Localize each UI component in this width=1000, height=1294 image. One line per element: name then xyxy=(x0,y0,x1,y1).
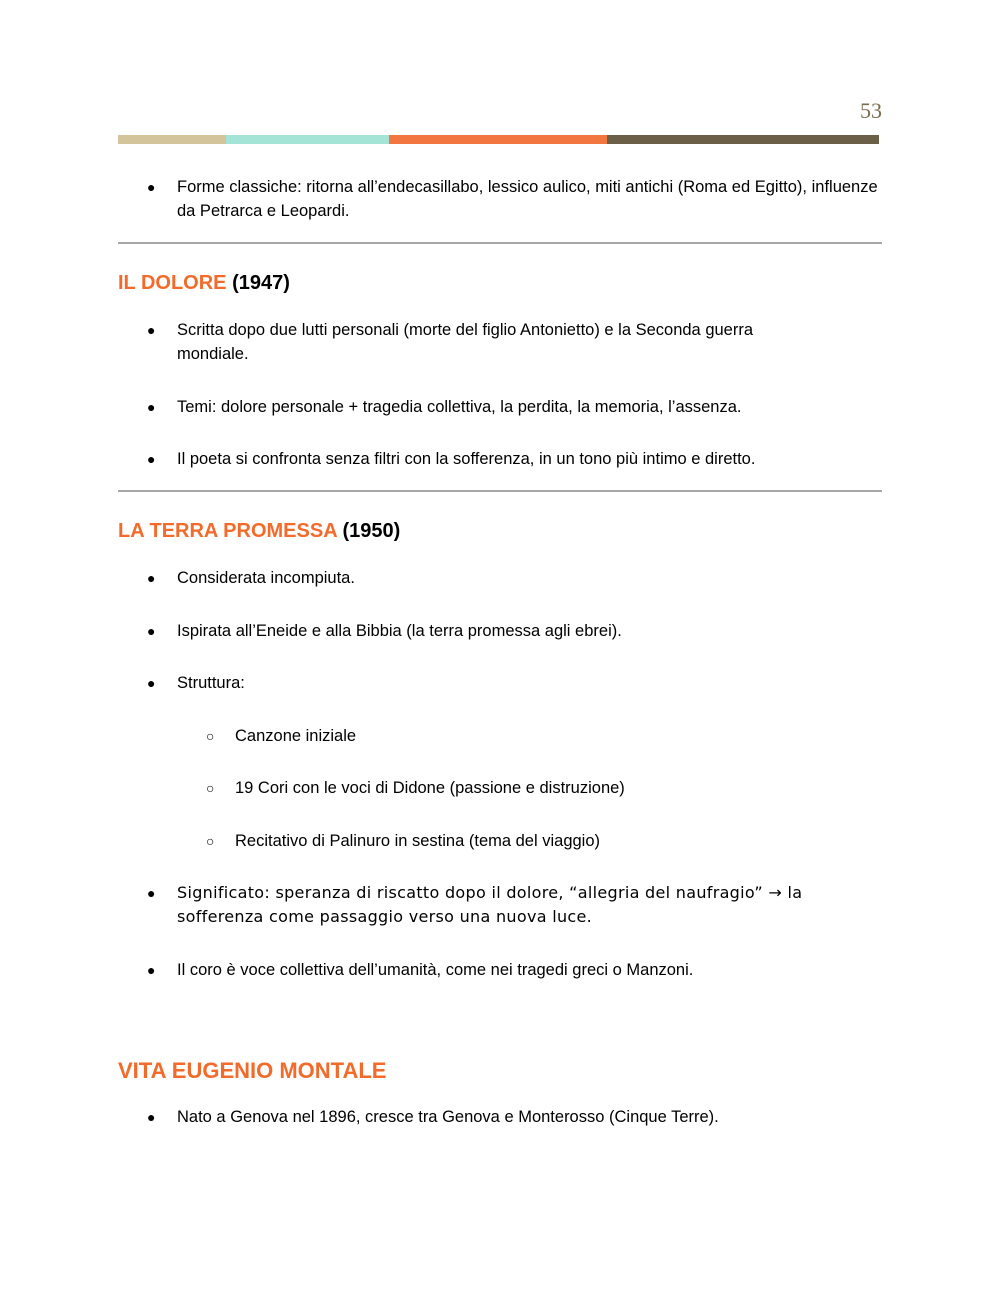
sub-list-item: ○ Recitativo di Palinuro in sestina (tema del viaggio) xyxy=(206,829,886,853)
band-segment-brown xyxy=(607,135,879,144)
section-heading-vita-eugenio-montale: VITA EUGENIO MONTALE xyxy=(118,1058,387,1083)
page-number: 53 xyxy=(860,98,882,123)
bullet-icon: ● xyxy=(147,675,156,691)
list-item: ● Considerata incompiuta. xyxy=(147,566,887,590)
bullet-icon: ● xyxy=(147,399,156,415)
list-item: ● Il poeta si confronta senza filtri con la sofferenza, in un tono più intimo e diretto. xyxy=(147,447,887,471)
bullet-icon: ● xyxy=(147,962,156,978)
sub-list-item: ○ Canzone iniziale xyxy=(206,724,886,748)
bullet-icon: ● xyxy=(147,322,156,338)
list-item: ● Forme classiche: ritorna all’endecasillabo, lessico aulico, miti antichi (Roma ed Egitto), influenze da Petrarca e Leopardi. xyxy=(147,175,887,223)
header-color-band xyxy=(118,135,879,144)
list-item: ● Struttura: xyxy=(147,671,887,695)
bullet-icon: ● xyxy=(147,570,156,586)
bullet-icon: ● xyxy=(147,451,156,467)
section-divider xyxy=(118,490,882,492)
bullet-icon: ● xyxy=(147,885,156,901)
bullet-icon: ● xyxy=(147,179,156,195)
list-item: ● Significato: speranza di riscatto dopo il dolore, “allegria del naufragio” → la sofferenza come passaggio verso una nuova luce. xyxy=(147,883,803,926)
section-heading-il-dolore: IL DOLORE (1947) xyxy=(118,272,290,294)
sub-bullet-icon: ○ xyxy=(206,833,215,849)
list-item: ● Temi: dolore personale + tragedia collettiva, la perdita, la memoria, l’assenza. xyxy=(147,395,887,419)
sub-bullet-icon: ○ xyxy=(206,728,215,744)
list-item: ● Nato a Genova nel 1896, cresce tra Genova e Monterosso (Cinque Terre). xyxy=(147,1105,887,1129)
list-item: ● Ispirata all’Eneide e alla Bibbia (la terra promessa agli ebrei). xyxy=(147,619,887,643)
list-item: ● Scritta dopo due lutti personali (morte del figlio Antonietto) e la Seconda guerra mondiale. xyxy=(147,318,887,366)
section-divider xyxy=(118,242,882,244)
bullet-icon: ● xyxy=(147,1109,156,1125)
section-heading-la-terra-promessa: LA TERRA PROMESSA (1950) xyxy=(118,520,401,542)
bullet-icon: ● xyxy=(147,623,156,639)
band-segment-aqua xyxy=(226,135,389,144)
sub-bullet-icon: ○ xyxy=(206,780,215,796)
sub-list-item: ○ 19 Cori con le voci di Didone (passione e distruzione) xyxy=(206,776,886,800)
band-segment-orange xyxy=(389,135,607,144)
list-item: ● Il coro è voce collettiva dell’umanità, come nei tragedi greci o Manzoni. xyxy=(147,958,887,982)
band-segment-beige xyxy=(118,135,226,144)
